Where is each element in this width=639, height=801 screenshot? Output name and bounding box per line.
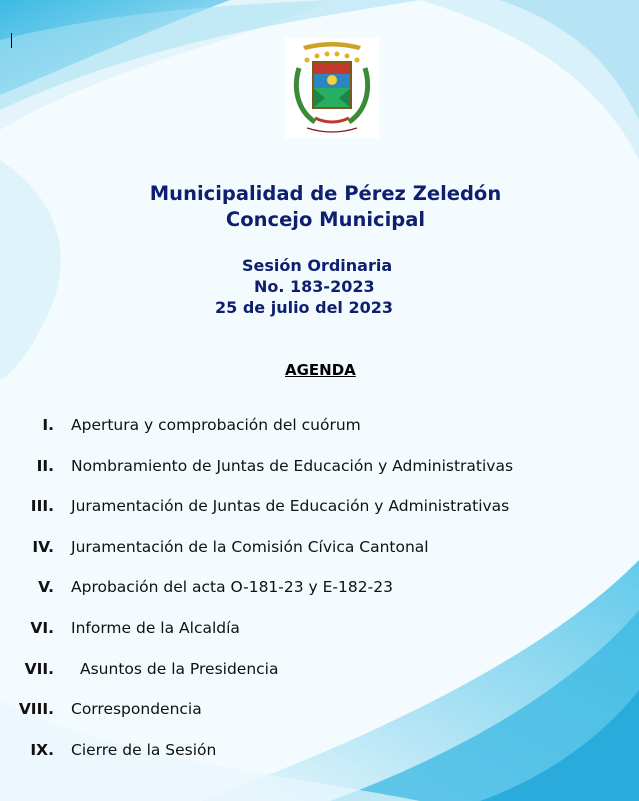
- agenda-item-number: III.: [30, 497, 54, 515]
- session-date: 25 de julio del 2023: [215, 298, 394, 317]
- agenda-item-text: Juramentación de Juntas de Educación y Administrativas: [71, 497, 510, 515]
- agenda-item: [0, 497, 620, 521]
- agenda-item: [0, 660, 620, 684]
- agenda-item-number: VI.: [30, 619, 54, 637]
- agenda-item-text: Correspondencia: [71, 700, 202, 718]
- municipal-seal-icon: [285, 38, 379, 138]
- agenda-item-number: IV.: [32, 538, 54, 556]
- agenda-item-number: VII.: [24, 660, 54, 678]
- agenda-item-text: Nombramiento de Juntas de Educación y Administrativas: [71, 457, 514, 475]
- agenda-item-text: Apertura y comprobación del cuórum: [71, 416, 361, 434]
- agenda-item: [0, 741, 620, 765]
- municipality-title: Municipalidad de Pérez Zeledón: [149, 182, 502, 205]
- agenda-item-text: Informe de la Alcaldía: [71, 619, 240, 637]
- agenda-item: [0, 578, 620, 602]
- agenda-item: [0, 700, 620, 724]
- agenda-item-text: Juramentación de la Comisión Cívica Cantonal: [71, 538, 429, 556]
- session-number: No. 183-2023: [254, 277, 375, 296]
- text-cursor: [11, 33, 12, 48]
- agenda-item: [0, 457, 620, 481]
- agenda-item-number: I.: [42, 416, 54, 434]
- session-type: Sesión Ordinaria: [242, 256, 393, 275]
- agenda-item: [0, 416, 620, 440]
- council-title: Concejo Municipal: [225, 208, 426, 231]
- agenda-item-text: Asuntos de la Presidencia: [80, 660, 279, 678]
- agenda-item-number: V.: [38, 578, 54, 596]
- agenda-item-number: IX.: [30, 741, 54, 759]
- agenda-item-text: Cierre de la Sesión: [71, 741, 217, 759]
- agenda-item-number: VIII.: [18, 700, 54, 718]
- agenda-title: AGENDA: [285, 361, 356, 379]
- agenda-item-text: Aprobación del acta O-181-23 y E-182-23: [71, 578, 393, 596]
- agenda-item: [0, 619, 620, 643]
- agenda-item: [0, 538, 620, 562]
- agenda-item-number: II.: [36, 457, 54, 475]
